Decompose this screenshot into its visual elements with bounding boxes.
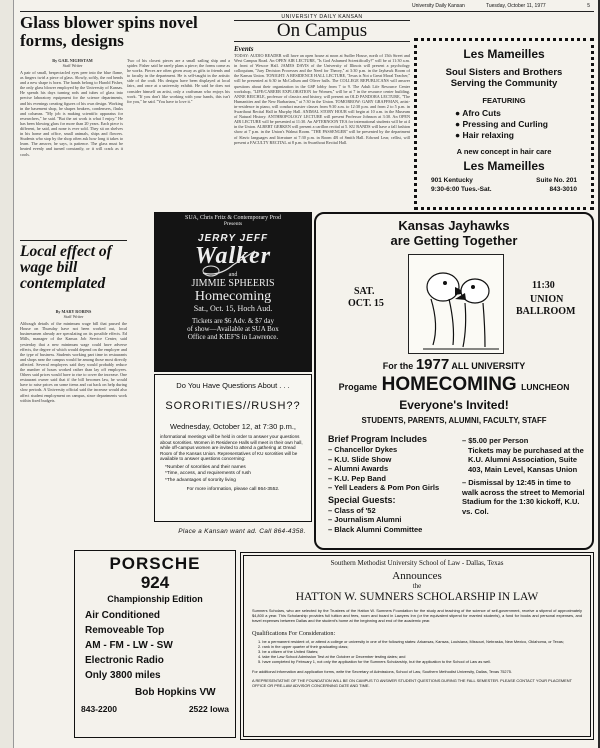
concert-tickets: Tickets are $6 Adv. & $7 day xyxy=(192,317,274,325)
jayhawks-title-2: are Getting Together xyxy=(390,233,518,248)
porsche-edition: Championship Edition xyxy=(107,594,203,604)
concert-presents: Presents xyxy=(223,221,243,227)
concert-presenter: SUA, Chris Fritz & Contemporary Prod xyxy=(185,215,281,221)
service-item: ● Afro Cuts xyxy=(455,108,501,118)
sorority-question: Do You Have Questions About . . . xyxy=(176,381,290,390)
audience-list: STUDENTS, PARENTS, ALUMNI, FACULTY, STAFF xyxy=(361,416,547,425)
article-body: A pair of small, bespectacled eyes peer into the blue flame, as fingers twirl a piece of glass. Slowly, softly, the rod bends and a new shape is born. The hands belong to Harold Fisher, the only glass blower employed by the University of Kansas. He spends his days turning rods and tubes of glass into precise laboratory equipment for the science departments, and his evenings creating figures of his own design. Working in the basement shop, he shapes beakers, condensers, flasks and columns. ''My job is making scientific apparatus for researchers,'' he said. ''But the art work is what I enjoy.'' He has been blowing glass for more than 20 years. Each piece is different, he said, and none is ever sold. They sit on shelves in his home and office, small animals, ships and flowers. Students who stop by the shop often ask how long it takes to learn. The answer, he says, is patience. The glass must be heated evenly and turned constantly, or it will crack as it cools. xyxy=(20,70,123,157)
newspaper-page xyxy=(14,0,598,748)
qualification-item: 4. take the Law School Admission Test at the October or December testing dates; and xyxy=(258,653,406,659)
article-body: Although details of the minimum wage bill that passed the House on Thursday have not been worked out, local businessmen already are speculating on its possible effects. Ed Mills, manager of the Kansas Job Service Center, said yesterday that a new minimum wage could have adverse effects, the degree of which would depend on the employer and the type of business. Students working part time in restaurants and shops near the campus would be among those most directly affected. Several employers said they would probably reduce the number of hours worked rather than lay off employees. Others said prices would have to rise to cover the increase. One restaurant owner said that if the bill becomes law, he would have to raise prices on some items and cut back on help during slow periods. A University official said the increase would also affect student employment on campus, since departments work within fixed budgets. xyxy=(20,321,127,403)
program-item: – Yell Leaders & Pom Pon Girls xyxy=(328,483,440,492)
program-item: – Alumni Awards xyxy=(328,464,389,473)
salon-phone: 843-3010 xyxy=(549,186,577,193)
header-center: University Daily Kansan xyxy=(412,3,465,9)
salon-address-row xyxy=(417,177,591,184)
sorority-topics xyxy=(155,465,311,485)
salon-note: A new concept in hair care xyxy=(456,147,552,156)
ticket-info: Tickets may be purchased at the K.U. Alumni Association, Suite 403, Main Level, Kansas Union xyxy=(468,445,584,474)
salon-name: Les Mameilles xyxy=(463,47,545,61)
smu-the: the xyxy=(412,582,422,590)
service-item: ● Pressing and Curling xyxy=(455,119,548,129)
page-header xyxy=(20,2,594,11)
sorority-date: Wednesday, October 12, at 7:30 p.m., xyxy=(169,422,297,431)
feature-item: Electronic Radio xyxy=(85,655,164,666)
qualification-item: 3. be a citizen of the United States; xyxy=(258,648,319,654)
ad-porsche xyxy=(74,550,236,738)
jayhawk-mascots-illustration xyxy=(408,254,504,354)
event-place-1: UNION xyxy=(530,294,564,305)
salon-hours-row xyxy=(417,186,591,193)
ad-concert xyxy=(154,212,312,372)
article-byline-role: Staff Writer xyxy=(62,63,83,68)
service-item: ● Hair relaxing xyxy=(455,130,514,140)
artist-name-line1: JERRY JEFF xyxy=(197,233,269,244)
ad-sorority-rush xyxy=(154,374,312,522)
concert-tickets-3: Office and KIEF'S in Lawrence. xyxy=(187,333,279,341)
article-wage-bill xyxy=(20,240,127,552)
article-headline: Glass blower spins novel forms, designs xyxy=(20,14,198,50)
sorority-footer: For more information, please call 864-3552. xyxy=(186,487,280,493)
ticket-block xyxy=(462,436,588,516)
smu-qual-title: Qualifications For Consideration: xyxy=(252,629,336,637)
salon-hours: 9:30-6:00 Tues.-Sat. xyxy=(431,186,492,193)
smu-quals xyxy=(252,639,582,664)
guests-title: Special Guests: xyxy=(328,494,396,505)
guest-item: – Journalism Alumni xyxy=(328,515,402,524)
events-label: Events xyxy=(234,45,254,53)
salon-tagline-2: Serving the Community xyxy=(450,78,558,89)
sorority-title: SORORITIES//RUSH?? xyxy=(165,400,301,412)
salon-name-footer: Les Mameilles xyxy=(463,159,545,173)
article-byline: By GAIL NIGHSTAM xyxy=(52,58,93,63)
on-campus-column xyxy=(234,14,410,214)
salon-featuring: FEATURING xyxy=(482,96,526,105)
concert-when: Sat., Oct. 15, Hoch Aud. xyxy=(193,304,273,313)
event-date: OCT. 15 xyxy=(348,298,384,309)
article-body-continued: Two of his closest pieces are a small sailing ship and a spider. Fisher said he rarely plans a piece; the forms come as he works. Pieces are often given away as gifts to friends and to faculty in the department. He is self-taught in the artistic side of the craft. His designs have been displayed at local fairs, and once at a university exhibit. He said he does not consider himself an artist, only a craftsman who enjoys his work. ''If you don't like working with your hands, this isn't for you,'' he said. ''You have to love it.'' xyxy=(127,58,230,104)
feature-item: AM - FM - LW - SW xyxy=(85,640,173,651)
artist-name-line2: Walker xyxy=(194,243,272,269)
salon-suite: Suite No. 201 xyxy=(536,177,577,184)
smu-representative: A REPRESENTATIVE OF THE FOUNDATION WILL BE ON CAMPUS TO ANSWER STUDENT QUESTIONS DURING THE FALL SEMESTER. PLEASE CONTACT YOUR PLACEMENT OFFICE OR PRE-LAW ADVISOR CONCERNING DATE AND TIME. xyxy=(252,677,572,688)
topic-item: *Number of sororities and their names xyxy=(165,464,246,470)
salon-services xyxy=(455,108,591,141)
events-body: TODAY: AUDIO READER will have an open house at noon at Sudler House, north of 15th Street and West Campus Road. An OPEN AIR LECTURE, ''Is God Ashamed Scientifically?'' will be at 11:30 a.m. in front of Wescoe Hall. JAMES DAVIS of the University of Illinois will present a psychology colloquium, ''Jury Decision Processes and the Need for Theory,'' at 3:30 p.m. in the Jayhawk Room of the Kansas Union. TONIGHT: A RESIDENCE HALL LECTURE, ''Jesus is Not a Great Moral Teacher,'' will be presented at 6:30 in McCollum and Oliver halls. The COLLEGE REPUBLICANS will answer questions about their organization in the GSP lobby from 7 to 9. The Adult Life Resource Center workshop, ''LIFE/CAREER EXPLORATION for Women,'' will be at 7 in the resource center building. ANNE REICHLE, professor of classics and history, will present an OLD PANDORA LECTURE, ''The Humanities and the New Barbarians,'' at 7:30 in the Union. TOMORROW: GARY GRAFFMAN, artist-in-residence in piano, will conduct master classes from 9:30 a.m. to 12:30 p.m. and from 2 to 5 p.m. in Swarthout Recital Hall in Murphy Hall. ANIMAL STORY HOUR will begin at 10 a.m. in the Museum of Natural History. ANTHROPOLOGY LECTURE will present Professor Johnson at 3:30. An OPEN AIR LECTURE will be presented at 11:30. An AFTERNOON TEA for international students will be at 4 in the Union. ALBERT GERKEN will present a carillon recital at 5. KU BANDS will have a fall fashion show at 7 p.m. in the Union's Walnut Room. ''THE PASSENGER'' will be presented by the department of Slavic languages and literature at 7:30 p.m. in Room 4B of Smith Hall. Edward Lear, cellist, will present a FACULTY RECITAL at 8 p.m. in Swarthout Recital Hall. xyxy=(234,53,410,145)
porsche-seller: Bob Hopkins VW xyxy=(135,687,216,698)
everyone-invited: Everyone's Invited! xyxy=(399,398,509,412)
guest-item: – Class of '52 xyxy=(328,505,376,515)
porsche-address: 2522 Iowa xyxy=(188,704,229,714)
program-title: Brief Program Includes xyxy=(328,434,428,444)
topic-item: *Time, access, and requirements of rush xyxy=(165,471,251,477)
porsche-phone: 843-2200 xyxy=(81,704,117,714)
salon-address: 901 Kentucky xyxy=(431,177,473,184)
ad-smu-law xyxy=(240,552,594,740)
smu-announces: Announces xyxy=(392,570,442,582)
header-date: Tuesday, October 11, 1977 xyxy=(486,3,546,9)
concert-event: Homecoming xyxy=(194,289,272,304)
for-the-line: For the 1977 ALL UNIVERSITY xyxy=(382,356,526,373)
concert-and: and xyxy=(228,272,238,278)
qualification-item: 1. be a permanent resident of, or attend a college or university in one of the following states: Arkansas, Kansas, Louisiana, Missouri, Nebraska, New Mexico, Oklahoma, or Texas; xyxy=(258,638,564,644)
event-time: 11:30 xyxy=(532,280,555,291)
on-campus-kicker: UNIVERSITY DAILY KANSAN xyxy=(281,14,363,20)
feature-item: Removeable Top xyxy=(85,625,165,636)
article-headline: Local effect of wage bill contemplated xyxy=(20,243,112,292)
feature-item: Only 3800 miles xyxy=(85,670,161,681)
smu-scholarship: HATTON W. SUMNERS SCHOLARSHIP IN LAW xyxy=(295,591,539,603)
ticket-price: – $5.00 per Person xyxy=(462,436,529,445)
porsche-features xyxy=(85,608,235,683)
salon-tagline-1: Soul Sisters and Brothers xyxy=(445,67,563,78)
qualification-item: 2. rank in the upper quarter of their graduating class; xyxy=(258,643,349,649)
porsche-contact-row xyxy=(75,704,235,714)
program-item: – K.U. Pep Band xyxy=(328,473,386,483)
qualification-item: 5. have completed by February 1, not only the application for the Sumners Scholarship, but the application to the School of Law as well. xyxy=(258,658,492,664)
dismissal-info: – Dismissal by 12:45 in time to walk across the street to Memorial Stadium for the 1:30 kickoff, K.U. vs. Col. xyxy=(462,478,585,516)
porsche-model: PORSCHE xyxy=(109,554,201,573)
header-rule xyxy=(20,11,594,12)
smu-body: Sumners Scholars, who are selected by the Trustees of the Hatton W. Sumners Foundation for the study and teaching of the science of self-government, receive a stipend of approximately $4,800 a year. This Scholarship provides full tuition and fees, room and board in Lawyers Inn (or the equivalent stipend for married students), a fund for books and personal expenses, and travel expenses between Dallas and the student's home at the beginning and end of the academic year. xyxy=(252,608,582,623)
ad-les-mameilles xyxy=(414,38,594,210)
concert-tickets-2: of show—Available at SUA Box xyxy=(187,325,279,333)
article-byline-role: Staff Writer xyxy=(63,314,84,320)
program-block xyxy=(328,434,458,534)
event-day: SAT. xyxy=(354,286,375,297)
artist-2: JIMMIE SPHEERIS xyxy=(191,278,275,289)
smu-school: Southern Methodist University School of Law - Dallas, Texas xyxy=(330,559,504,567)
article-byline: By MARY ROBINS xyxy=(55,309,92,314)
on-campus-title: On Campus xyxy=(234,20,410,42)
adjacent-page-edge xyxy=(0,0,14,748)
porsche-number: 924 xyxy=(140,573,170,592)
homecoming-line: Progame HOMECOMING LUNCHEON xyxy=(338,374,570,395)
ad-jayhawks-luncheon xyxy=(314,212,594,550)
program-item: – Chancellor Dykes xyxy=(328,445,398,454)
topic-item: *The advantages of sorority living xyxy=(165,477,236,483)
jayhawks-title-1: Kansas Jayhawks xyxy=(398,218,510,233)
guest-item: – Black Alumni Committee xyxy=(328,524,423,534)
event-place-2: BALLROOM xyxy=(516,306,576,317)
sorority-body: informational meetings will be held in order to answer your questions about sororities. Women in Residence Halls will meet in their own hall, while off-campus women are invited to attend a gathering at Oread Room of the Kansas Union. Representatives of KU sororities will be available to answer questions concerning: xyxy=(160,434,303,462)
feature-item: Air Conditioned xyxy=(85,610,160,621)
article-glass-blower xyxy=(20,14,230,239)
guitar-icon xyxy=(199,247,259,281)
program-item: – K.U. Slide Show xyxy=(328,454,392,464)
page-number: 5 xyxy=(587,3,590,9)
classified-line: Place a Kansan want ad. Call 864-4358. xyxy=(178,528,306,535)
smu-info: For additional information and application forms, write the Secretary of Admissions, School of Law, Southern Methodist University, Dallas, Texas 75275. xyxy=(252,668,513,674)
